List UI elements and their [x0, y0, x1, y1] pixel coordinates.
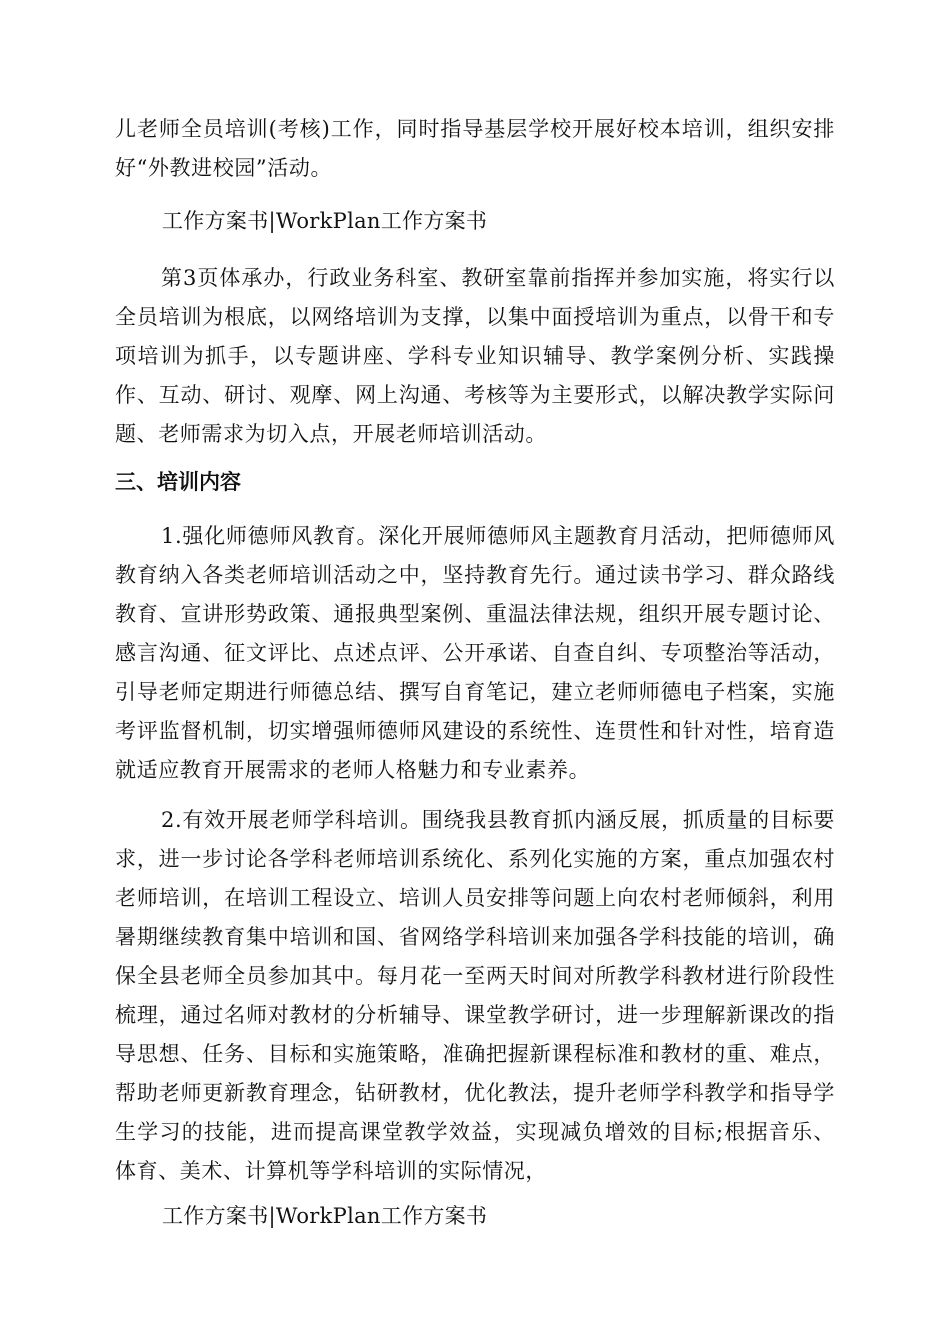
item-1-paragraph: 1.强化师德师风教育。深化开展师德师风主题教育月活动，把师德师风教育纳入各类老师培训活动之中，坚持教育先行。通过读书学习、群众路线教育、宣讲形势政策、通报典型案例、重温法律法规，组织开展专题讨论、感言沟通、征文评比、点述点评、公开承诺、自查自纠、专项整治等活动，引导老师定期进行师德总结、撰写自育笔记，建立老师师德电子档案，实施考评监督机制，切实增强师德师风建设的系统性、连贯性和针对性，培育造就适应教育开展需求的老师人格魅力和专业素养。 — [115, 524, 835, 782]
page3-paragraph: 第3页体承办，行政业务科室、教研室靠前指挥并参加实施，将实行以全员培训为根底，以网络培训为支撑，以集中面授培训为重点，以骨干和专项培训为抓手，以专题讲座、学科专业知识辅导、教学案例分析、实践操作、互动、研讨、观摩、网上沟通、考核等为主要形式，以解决教学实际问题、老师需求为切入点，开展老师培训活动。 — [115, 266, 835, 446]
continuation-paragraph: 儿老师全员培训(考核)工作，同时指导基层学校开展好校本培训，组织安排好“外教进校园”活动。 — [115, 117, 835, 180]
page-footer-label: 工作方案书|WorkPlan工作方案书 — [162, 1204, 488, 1228]
page-footer-label: 工作方案书|WorkPlan工作方案书 — [162, 209, 488, 233]
section-heading: 三、培训内容 — [115, 470, 241, 494]
item-2-paragraph: 2.有效开展老师学科培训。围绕我县教育抓内涵反展，抓质量的目标要求，进一步讨论各学科老师培训系统化、系列化实施的方案，重点加强农村老师培训，在培训工程设立、培训人员安排等问题上向农村老师倾斜，利用暑期继续教育集中培训和国、省网络学科培训来加强各学科技能的培训，确保全县老师全员参加其中。每月花一至两天时间对所教学科教材进行阶段性梳理，通过名师对教材的分析辅导、课堂教学研讨，进一步理解新课改的指导思想、任务、目标和实施策略，准确把握新课程标准和教材的重、难点，帮助老师更新教育理念，钻研教材，优化教法，提升老师学科教学和指导学生学习的技能，进而提高课堂教学效益，实现减负增效的目标;根据音乐、体育、美术、计算机等学科培训的实际情况， — [115, 808, 835, 1183]
